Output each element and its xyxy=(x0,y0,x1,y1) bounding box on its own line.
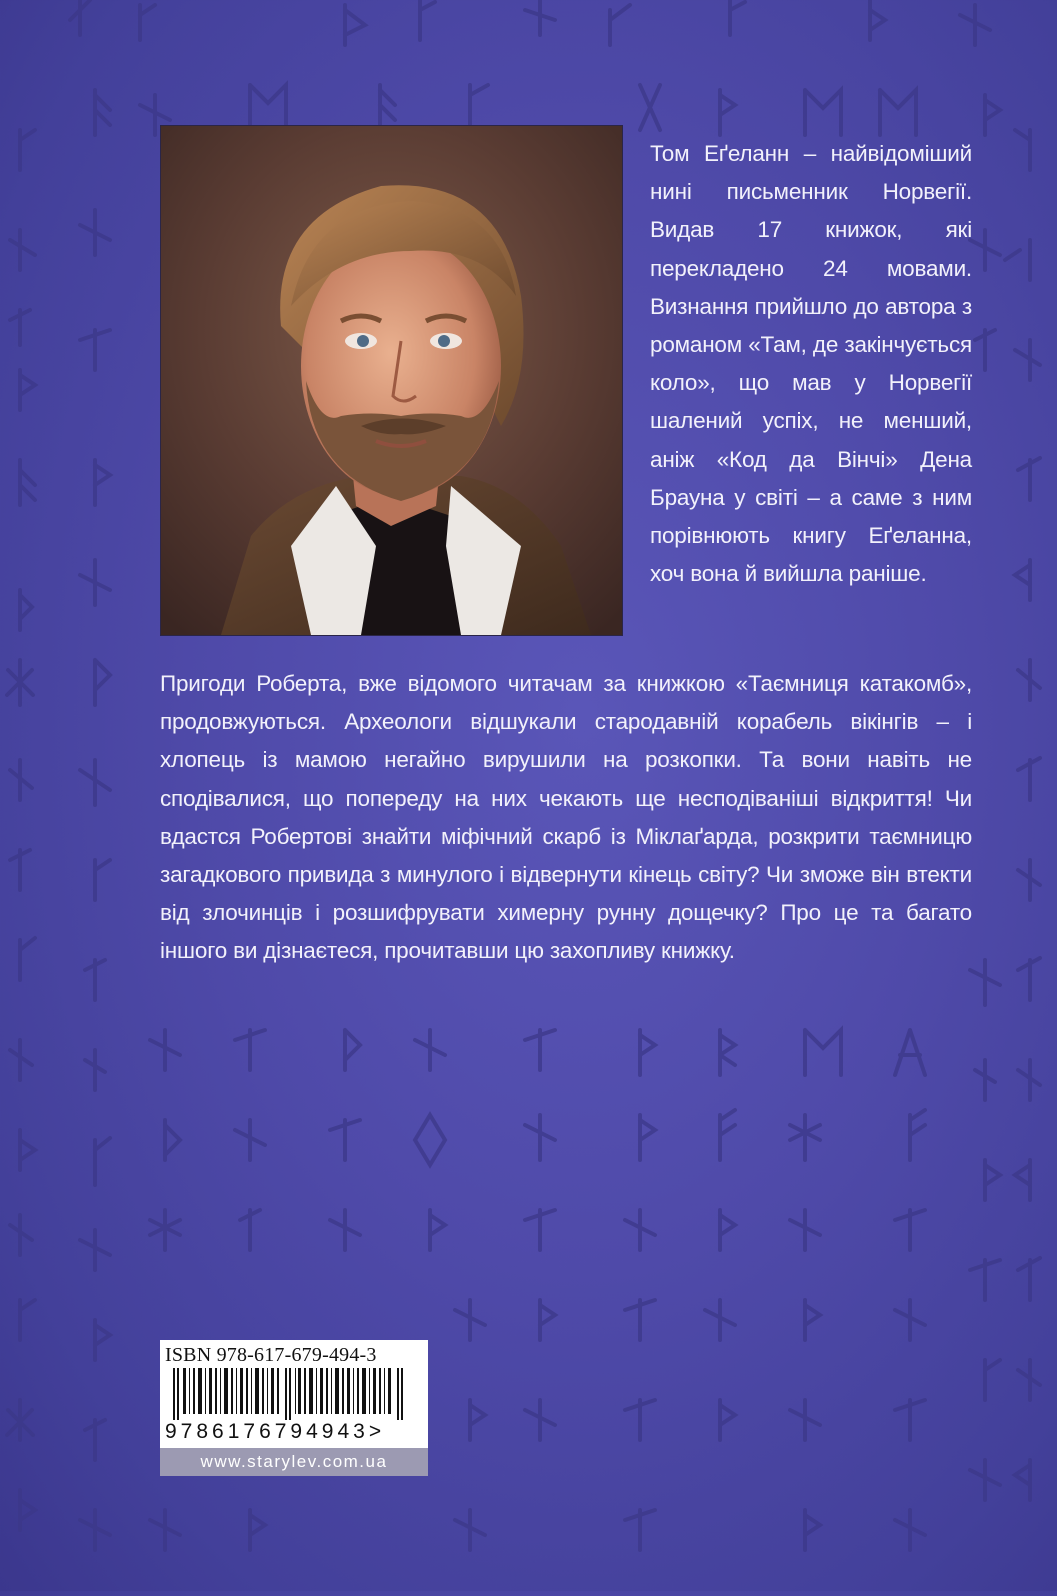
book-synopsis: Пригоди Роберта, вже відомого читачам за книжкою «Таємниця катакомб», продовжуються. Археологи відшукали стародавній корабель вікінгів – і хлопець із мамою негайно вирушили на розкопки. Та вони навіть не сподівалися, що попереду на них чекають ще несподіваніші відкриття! Чи вдастся Робертові знайти міфічний скарб із Міклаґарда, розкрити таємницю загадкового привида з минулого і відвернути кінець світу? Чи зможе він втекти від злочинців і розшифрувати химерну рунну дощечку? Про це та багато іншого ви дізнаєтеся, прочитавши цю захопливу книжку. xyxy=(160,671,972,964)
author-portrait xyxy=(160,125,623,636)
barcode-number: 9786176794943 xyxy=(165,1420,369,1443)
author-bio: Том Еґеланн – найвідоміший нині письменник Норвегії. Видав 17 книжок, які перекладено 24 мовами. Визнання прийшло до автора з романом «Там, де закінчується коло», що мав у Норвегії шалений успіх, не менший, аніж «Код да Вінчі» Дена Брауна у світі – а саме з ним порівнюють книгу Еґеланна, хоч вона й вийшла раніше. xyxy=(650,141,972,587)
barcode-digits xyxy=(165,1420,385,1444)
publisher-website[interactable]: www.starylev.com.ua xyxy=(160,1448,428,1476)
barcode-arrow: > xyxy=(368,1420,386,1443)
isbn-label: ISBN 978-617-679-494-3 xyxy=(165,1344,377,1366)
isbn-barcode xyxy=(160,1340,428,1448)
barcode-bars xyxy=(165,1368,423,1420)
